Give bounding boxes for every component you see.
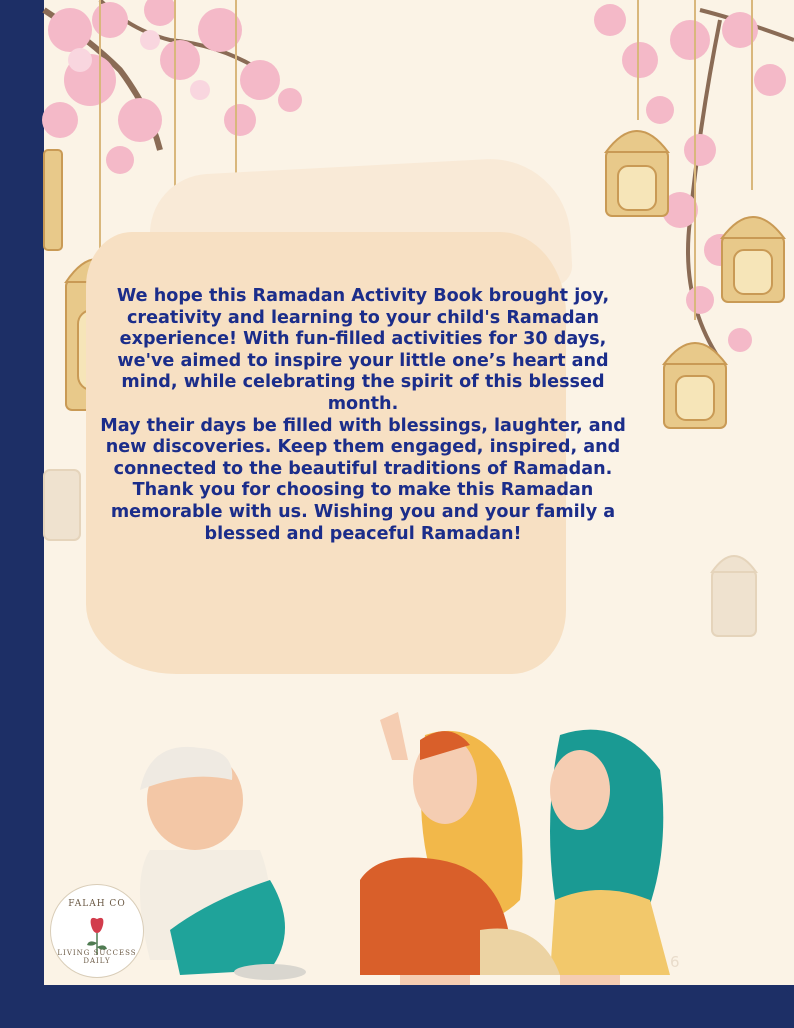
message-paragraph: May their days be filled with blessings, laughter, and new discoveries. Keep them engaged, inspired, and connected to the beautiful traditions of Ramadan. — [100, 415, 626, 479]
logo-tagline: LIVING SUCCESS DAILY — [57, 949, 137, 965]
boy-figure — [140, 747, 306, 980]
logo-name: FALAH CO — [68, 899, 126, 909]
message-paragraph: Thank you for choosing to make this Ramadan memorable with us. Wishing you and your family a blessed and peaceful Ramadan! — [110, 480, 616, 544]
bottom-bar — [44, 985, 794, 1028]
message-paragraph: We hope this Ramadan Activity Book brought joy, creativity and learning to your child's Ramadan experience! With fun-filled activities for 30 days, we've aimed to inspire your little one’s heart and mind, while celebrating the spirit of this blessed month. — [116, 286, 610, 414]
brand-logo — [50, 884, 144, 978]
page-number: 6 — [670, 953, 680, 971]
